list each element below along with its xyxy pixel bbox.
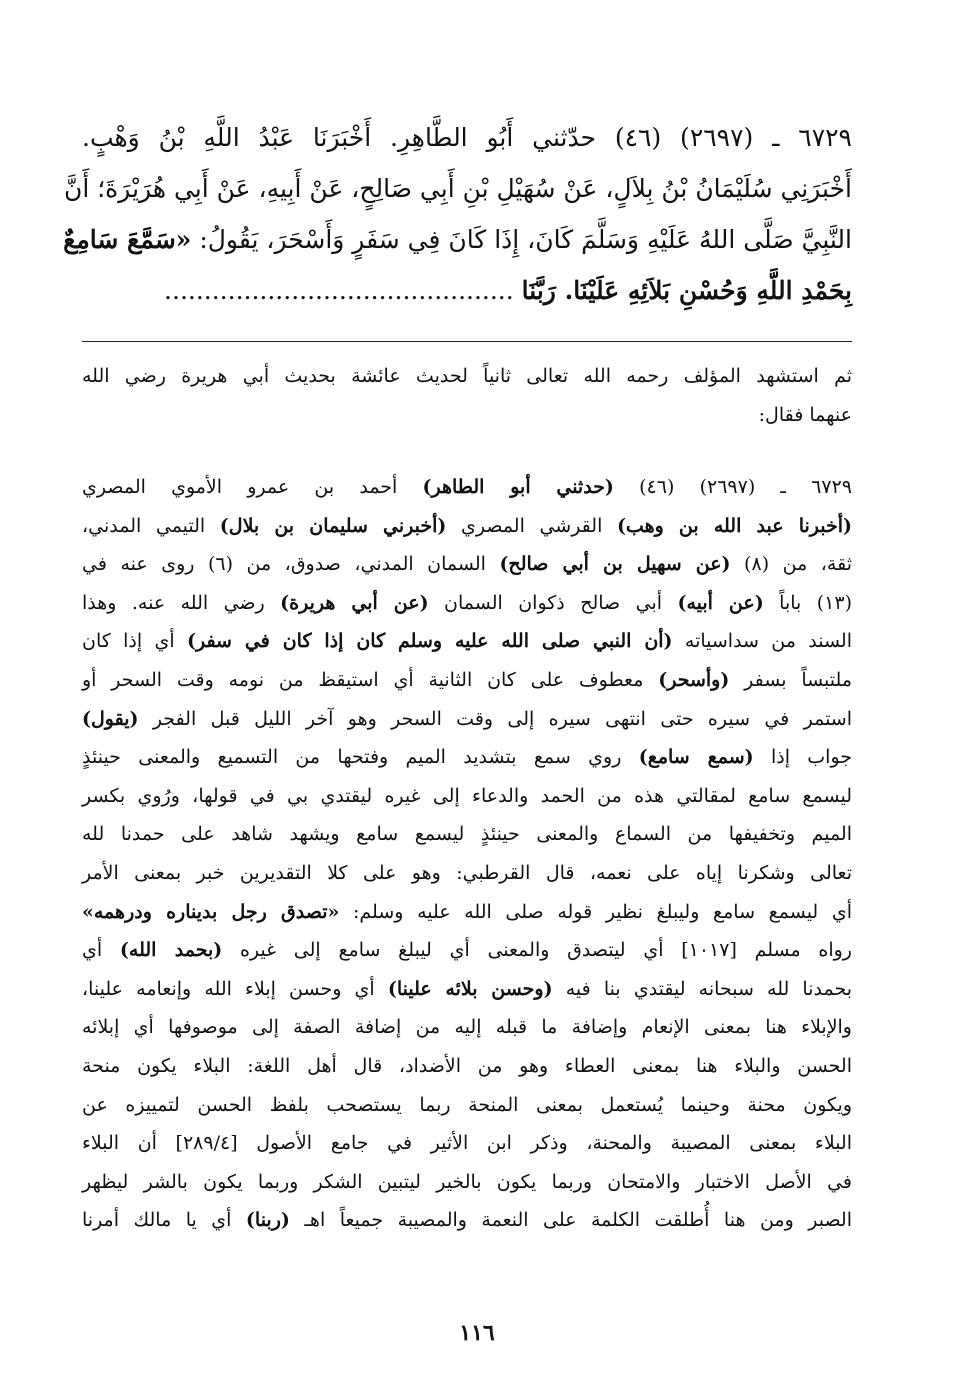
quoted-phrase: (حدثني أبو الطاهر) [422,476,614,498]
quoted-phrase: (يقول) [82,707,139,730]
hadith-line [63,214,852,265]
quoted-phrase: (وأسحر) [658,668,730,691]
commentary-text: الميم وتخفيفها من السماع والمعنى حينئذٍ ليسمع سامع ويشهد شاهد على حمدنا لله [82,823,852,846]
commentary-text: السند من سداسياته [672,630,853,653]
hadith-text [63,112,852,316]
quoted-phrase: (عن أبي هريرة) [280,591,429,614]
commentary-text: أي [82,939,120,962]
commentary-text: رضي الله عنه. وهذا [82,591,281,614]
commentary-text: الحسن والبلاء هنا بمعنى العطاء وهو من الأضداد، قال أهل اللغة: البلاء يكون منحة [82,1054,852,1077]
quoted-phrase: (ربنا) [245,1209,290,1232]
commentary-text: البلاء بمعنى المصيبة والمحنة، وذكر ابن الأثير في جامع الأصول [٢٨٩/٤] أن البلاء [82,1132,852,1155]
hadith-line [82,112,852,163]
quoted-phrase: (بحمد الله) [119,939,223,962]
commentary-text: في الأصل الاختبار والامتحان وربما يكون بالخير ليتبين الشكر وربما يكون بالشر ليظهر [82,1170,852,1193]
commentary-line [82,396,852,435]
commentary-text: ملتبساً بسفر [729,668,852,691]
commentary-text: القرشي المصري [446,514,617,537]
hadith-line-text: النَّبِيَّ صَلَّى اللهُ عَلَيْهِ وَسَلَّمَ كَانَ، إِذَا كَانَ فِي سَفَرٍ وَأَسْحَرَ، يَقُولُ: [191,225,852,254]
quoted-phrase: (أخبرني سليمان بن بلال) [219,514,447,537]
commentary-text: ليسمع سامع لمقالتي هذه من الحمد والدعاء إلى غيره ليقتدي بي في قولها، ورُوي بكسر [82,784,852,807]
hadith-line-text: ٦٧٢٩ ـ (٢٦٩٧) (٤٦) حدّثني أَبُو الطَّاهِرِ. أَخْبَرَنَا عَبْدُ اللَّهِ بْنُ وَهْبٍ. [82,123,852,152]
commentary-text: أي ليسمع سامع وليبلغ نظير قوله صلى الله عليه وسلم: [339,900,852,923]
commentary-text: أي يا مالك أمرنا [82,1209,246,1232]
commentary-line [82,1008,852,1047]
commentary-line [82,815,852,854]
commentary-line [82,357,852,396]
commentary-line [82,970,852,1009]
quoted-phrase: (عن سهيل بن أبي صالح) [499,553,731,576]
commentary-line [82,468,852,507]
quoted-phrase: (أخبرنا عبد الله بن وهب) [616,514,853,537]
commentary-text: السمان المدني، صدوق، من (٦) روى عنه في [82,553,500,576]
commentary-line [82,545,852,584]
commentary-text: معطوف على كان الثانية أي استيقظ من نومه وقت السحر أو [82,668,659,691]
commentary-line [82,1124,852,1163]
commentary-text: التيمي المدني، [82,514,220,537]
commentary-text: استمر في سيره حتى انتهى سيره إلى وقت السحر وهو آخر الليل قبل الفجر [138,707,852,730]
commentary-text: والإبلاء هنا بمعنى الإنعام وإضافة ما قبله إليه من إضافة الصفة إلى موصوفها أي إبلائه [82,1016,852,1039]
commentary-line [82,661,852,700]
commentary-line [82,622,852,661]
commentary-text: رواه مسلم [١٠١٧] أي ليتصدق والمعنى أي ليبلغ سامع إلى غيره [222,939,852,962]
commentary-text: أحمد بن عمرو الأموي المصري [82,476,423,498]
commentary-text: بحمدنا لله سبحانه ليقتدي بنا فيه [552,977,853,1000]
commentary-text: ويكون محنة وحينما يُستعمل بمعنى المنحة ربما يستصحب بلفظ الحسن لتمييزه عن [82,1093,852,1116]
hadith-line [82,265,852,316]
commentary-line [82,854,852,893]
ellipsis-dots: ............................................ [164,276,514,305]
commentary-line [82,893,852,932]
commentary-text: عنهما فقال: [758,403,852,426]
quoted-phrase: (أن النبي صلى الله عليه وسلم كان إذا كان في سفر) [186,630,673,653]
commentary-line [82,584,852,623]
commentary-text: روي سمع بتشديد الميم وفتحها من التسميع والمعنى حينئذٍ [82,746,639,769]
commentary-text: ثم استشهد المؤلف رحمه الله تعالى ثانياً لحديث عائشة بحديث أبي هريرة رضي الله [82,365,852,387]
commentary-intro [82,357,852,434]
commentary-line [82,1047,852,1086]
hadith-quote-bold: «سَمَّعَ سَامِعٌ [63,225,192,254]
hadith-line [63,163,852,214]
commentary-text: أبي صالح ذكوان السمان [428,591,678,614]
commentary-line [82,738,852,777]
commentary-line [82,1163,852,1202]
hadith-quote-bold: بِحَمْدِ اللَّهِ وَحُسْنِ بَلاَئِهِ عَلَيْنَا. رَبَّنَا [521,276,852,305]
commentary-line [82,1201,852,1240]
page-number: ١١٦ [459,1320,495,1346]
quoted-phrase: «تصدق رجل بديناره ودرهمه» [82,900,340,923]
commentary-text: تعالى وشكرنا إياه على نعمه، قال القرطبي: وهو على كلا التقديرين خبر بمعنى الأمر [82,861,852,884]
hadith-line-text: أَخْبَرَنِي سُلَيْمَانُ بْنُ بِلاَلٍ، عَنْ سُهَيْلِ بْنِ أَبِي صَالِحٍ، عَنْ أَبِيهِ، عَنْ أَبِي هُرَيْرَةَ؛ أَنَّ [63,174,852,203]
commentary-text: ثقة، من (٨) [730,553,852,576]
commentary-line [82,777,852,816]
commentary-text: (١٣) باباً [763,591,853,614]
quoted-phrase: (سمع سامع) [638,746,754,769]
commentary-line [82,931,852,970]
commentary-body [82,468,852,1240]
quoted-phrase: (عن أبيه) [677,591,764,614]
commentary-text: ٦٧٢٩ ـ (٢٦٩٧) (٤٦) [613,476,852,498]
commentary-text: جواب إذا [753,746,853,769]
quoted-phrase: (وحسن بلائه علينا) [387,977,553,1000]
commentary-line [82,507,852,546]
commentary-line [82,1086,852,1125]
commentary-line [82,700,852,739]
commentary-text: الصبر ومن هنا أُطلقت الكلمة على النعمة والمصيبة جميعاً اهـ [289,1209,852,1232]
commentary-text: أي وحسن إبلاء الله وإنعامه علينا، [82,977,388,1000]
section-divider [82,341,852,342]
commentary-text: أي إذا كان [82,630,187,653]
